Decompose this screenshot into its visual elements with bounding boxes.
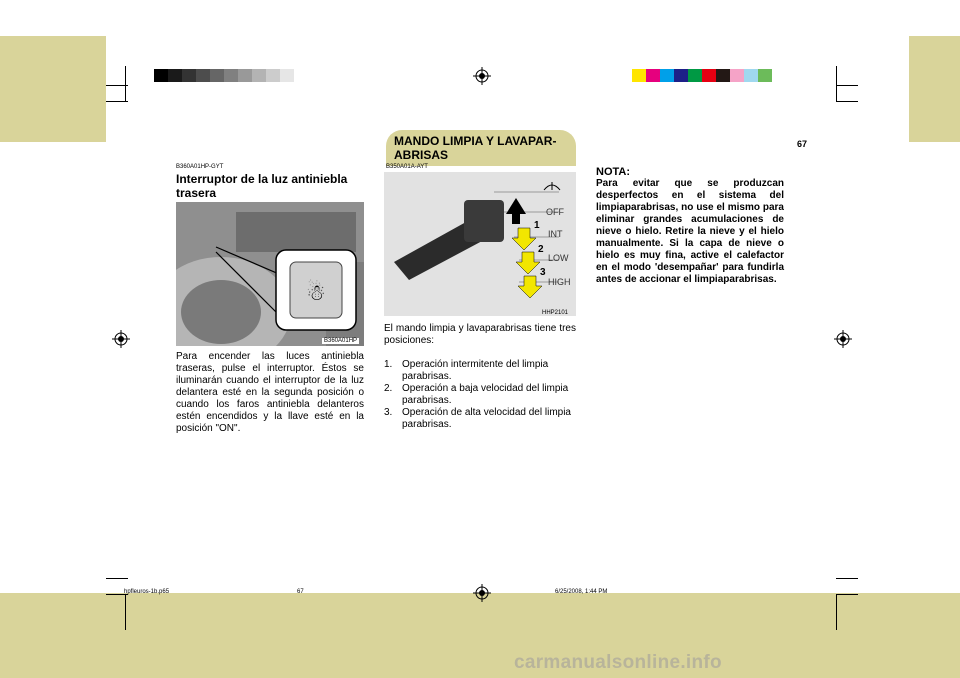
color-swatch <box>688 69 702 82</box>
footer-page: 67 <box>297 589 304 595</box>
section-code: B360A01HP-GYT <box>176 164 224 170</box>
figure-number-2: 2 <box>538 244 544 255</box>
crop-mark <box>836 66 837 102</box>
steps-list <box>384 359 574 431</box>
color-swatch <box>758 69 772 82</box>
color-swatch <box>660 69 674 82</box>
figure-label: B360A01HP <box>324 338 358 344</box>
svg-text:☃: ☃ <box>306 281 326 306</box>
footer-filename: hpfleuros-1b.p65 <box>124 589 170 595</box>
watermark: carmanualsonline.info <box>514 652 722 673</box>
page-number-tab: 67 <box>787 135 817 157</box>
dashboard-illustration <box>176 202 364 346</box>
wiper-stalk-illustration <box>384 172 576 316</box>
color-swatch <box>646 69 660 82</box>
crop-mark <box>125 66 126 102</box>
grayscale-swatches <box>154 69 294 82</box>
color-swatch <box>168 69 182 82</box>
color-swatch <box>702 69 716 82</box>
color-swatch <box>210 69 224 82</box>
color-swatch <box>252 69 266 82</box>
position-high: HIGH <box>548 277 571 287</box>
color-swatch <box>224 69 238 82</box>
section-heading: Interruptor de la luz antiniebla trasera <box>176 172 348 200</box>
registration-mark-icon <box>112 330 130 348</box>
footer-band <box>0 593 960 678</box>
color-swatch <box>196 69 210 82</box>
note-text: Para evitar que se produzcan desperfectos en el sistema del limpiaparabrisas, no use el mismo para eliminar grandes acumulaciones de nieve o hielo. Retire la nieve y el hielo manualmente. Si la capa de nieve o hielo es muy fina, active el calefactor en el modo 'desempañar' para fundirla antes de accionar el limpiaparabrisas. <box>596 178 784 285</box>
color-swatch <box>730 69 744 82</box>
crop-mark <box>836 594 858 595</box>
color-swatch <box>280 69 294 82</box>
list-item: 3. Operación de alta velocidad del limpia parabrisas. <box>384 407 571 430</box>
registration-mark-icon <box>834 330 852 348</box>
crop-mark <box>836 578 858 579</box>
section-title: MANDO LIMPIA Y LAVAPAR-ABRISAS <box>394 134 557 162</box>
registration-mark-icon <box>473 584 491 602</box>
color-swatch <box>182 69 196 82</box>
registration-mark-icon <box>473 67 491 85</box>
rear-fog-switch-figure <box>176 202 364 346</box>
wiper-switch-figure <box>384 172 576 316</box>
intro-paragraph: El mando limpia y lavaparabrisas tiene tres posiciones: <box>384 323 576 346</box>
color-swatch <box>744 69 758 82</box>
section-header-title: COMPONENTES DE SU HYUNDAI <box>640 114 774 123</box>
crop-mark <box>106 578 128 579</box>
color-swatch <box>632 69 646 82</box>
color-swatch <box>238 69 252 82</box>
color-swatch <box>266 69 280 82</box>
chapter-number: 1 <box>794 106 806 128</box>
figure-number-1: 1 <box>534 220 540 231</box>
color-swatch <box>716 69 730 82</box>
crop-mark <box>106 101 128 102</box>
position-int: INT <box>548 229 563 239</box>
crop-mark <box>836 85 858 86</box>
crop-mark <box>836 101 858 102</box>
list-item: 1. Operación intermitente del limpia parabrisas. <box>384 359 549 382</box>
note-title: NOTA: <box>596 166 631 178</box>
crop-mark <box>125 594 126 630</box>
body-paragraph: Para encender las luces antiniebla traseras, pulse el interruptor. Éstos se iluminarán cuando el interruptor de la luz delantera esté en la segunda posición o cuando los faros antiniebla delanteros estén encendidos y la llave esté en la posición "ON". <box>176 351 364 434</box>
color-swatch <box>674 69 688 82</box>
position-off: OFF <box>546 207 564 217</box>
figure-number-3: 3 <box>540 267 546 278</box>
color-swatch <box>154 69 168 82</box>
crop-mark <box>836 594 837 630</box>
figure-label: HHP2101 <box>542 310 569 316</box>
position-low: LOW <box>548 253 569 263</box>
footer-date: 6/25/2008, 1:44 PM <box>555 589 608 595</box>
list-item: 2. Operación a baja velocidad del limpia parabrisas. <box>384 383 569 406</box>
section-code: B350A01A-AYT <box>386 164 428 170</box>
color-swatches <box>632 69 772 82</box>
crop-mark <box>106 85 128 86</box>
